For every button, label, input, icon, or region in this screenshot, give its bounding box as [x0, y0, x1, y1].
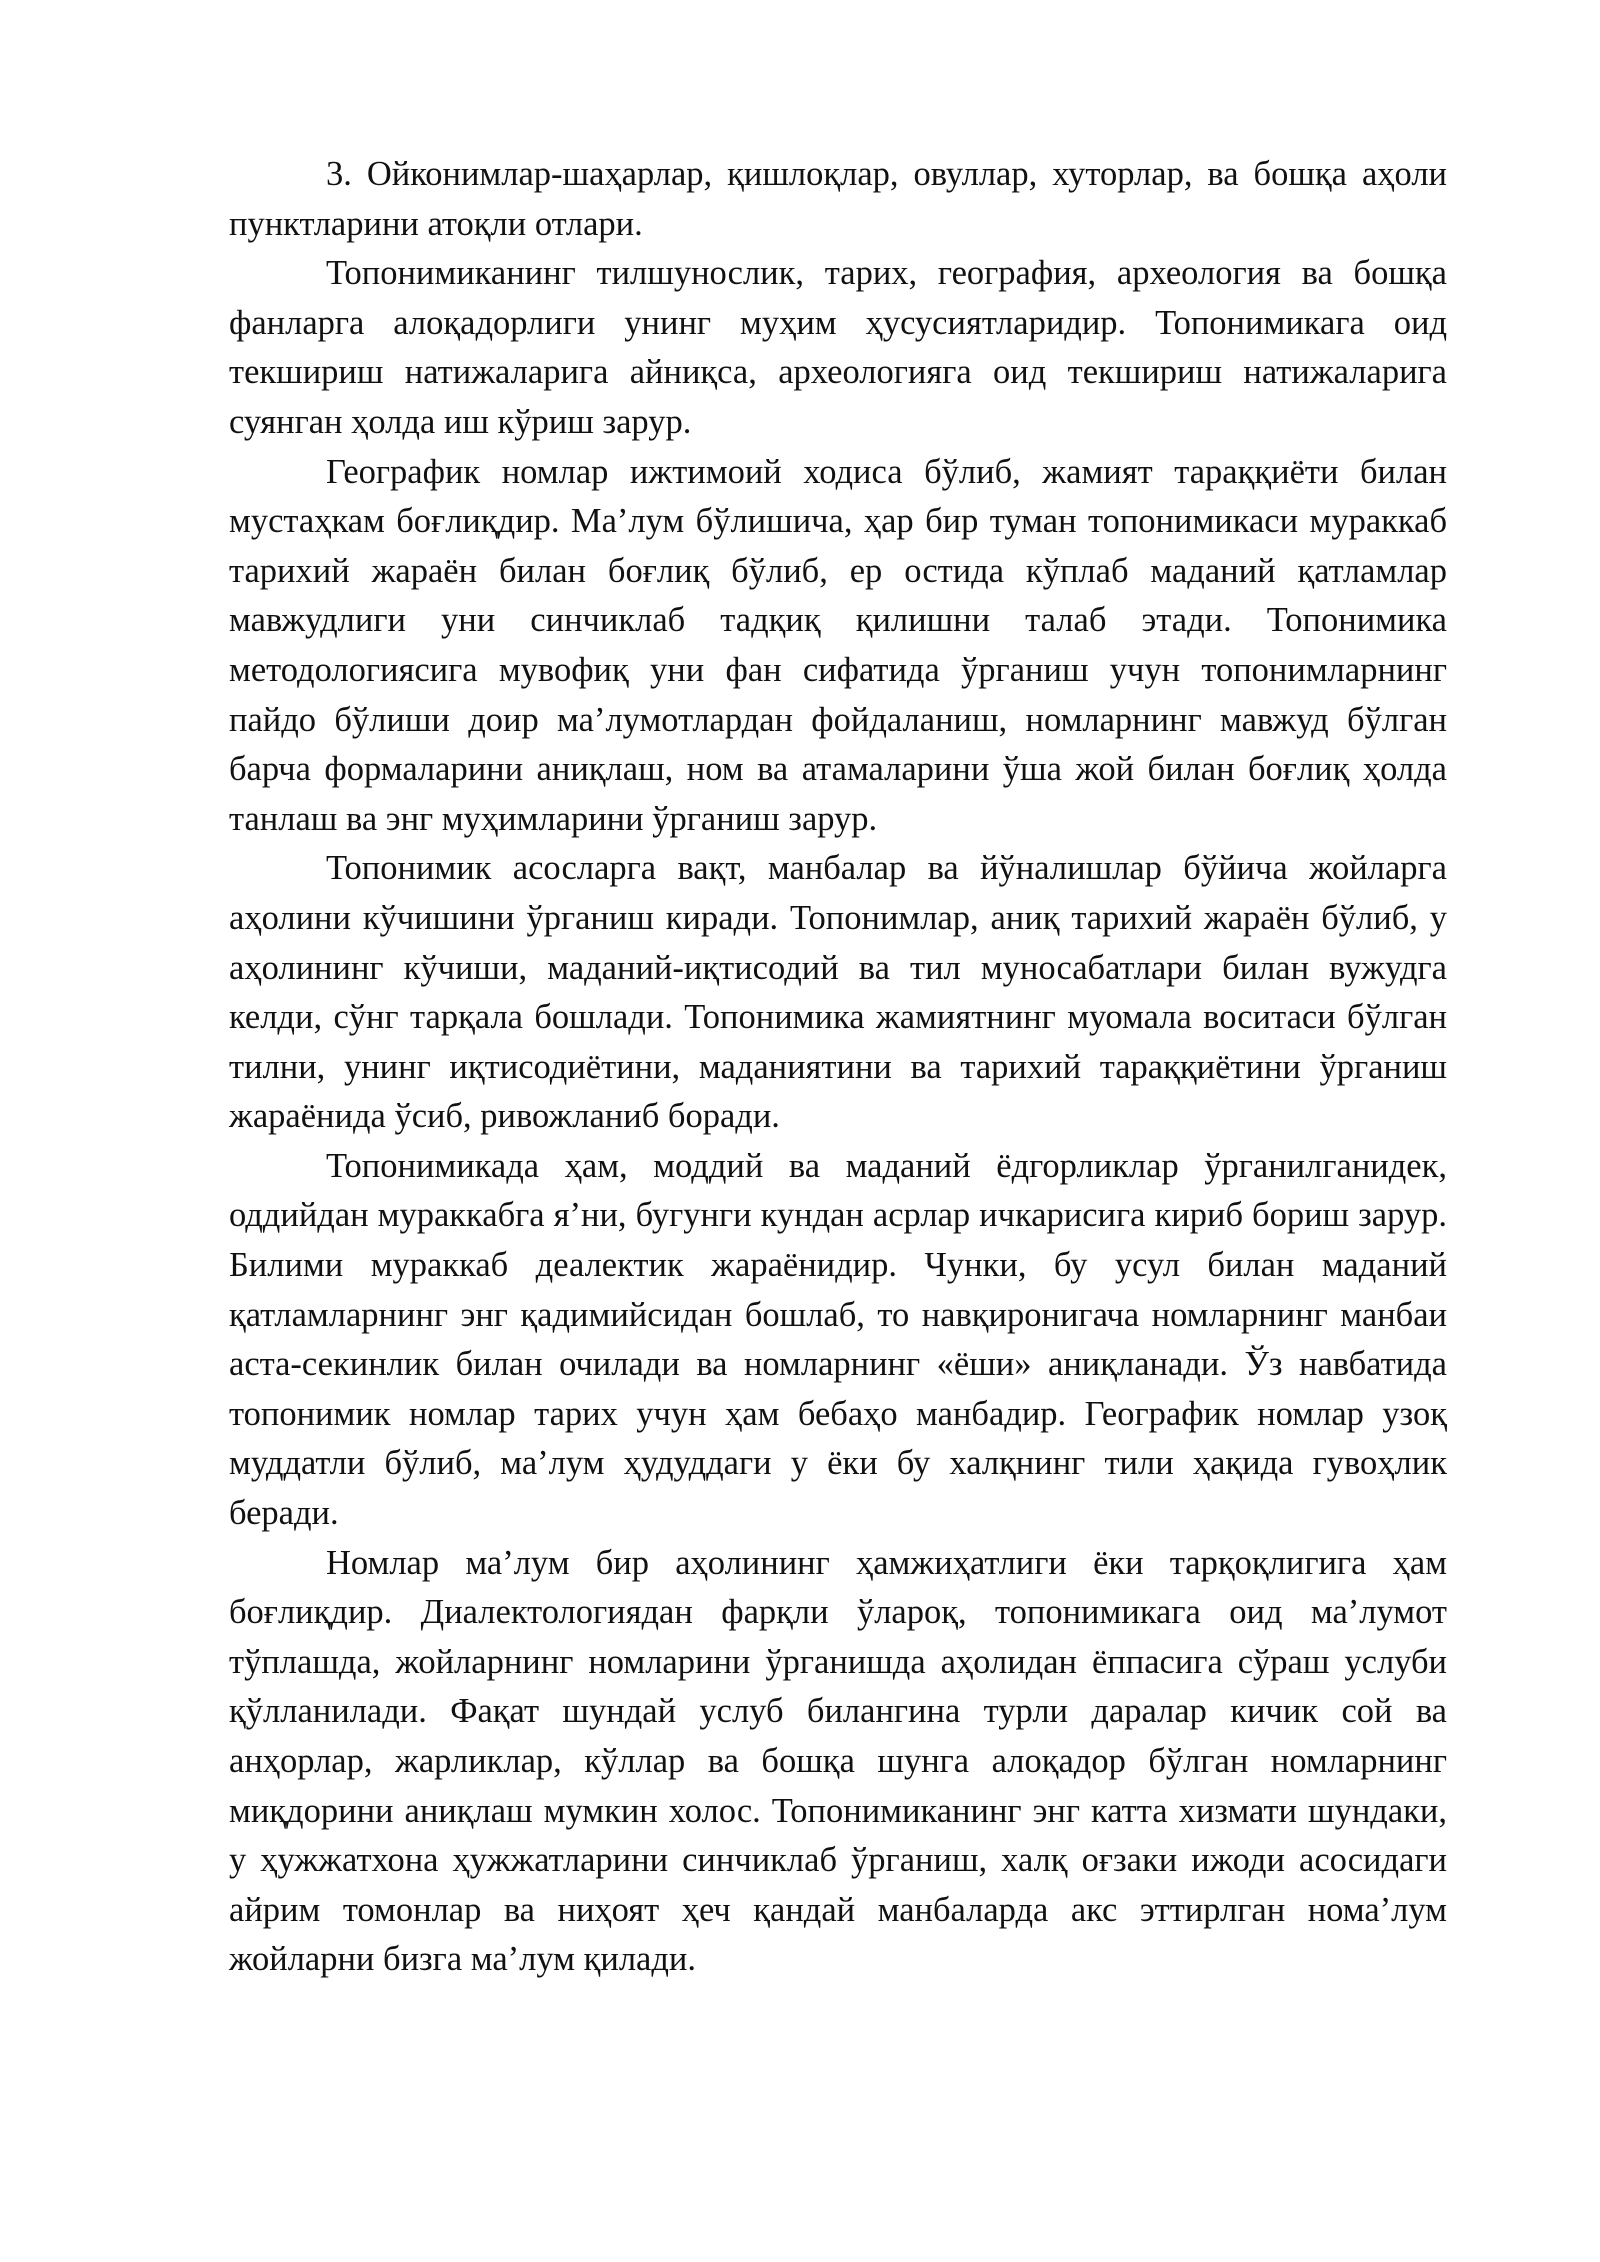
paragraph-1: 3. Ойконимлар-шаҳарлар, қишлоқлар, овуллар, хуторлар, ва бошқа аҳоли пунктларини атоқли отлари. [229, 155, 1447, 243]
paragraph-3: Географик номлар ижтимоий ходиса бўлиб, жамият тараққиёти билан мустаҳкам боғлиқдир. Ма’лум бўлишича, ҳар бир туман топонимикаси мураккаб тарихий жараён билан боғлиқ бўлиб, ер остида кўплаб маданий қатламлар мавжудлиги уни синчиклаб тадқиқ қилишни талаб этади. Топонимика методологиясига мувофиқ уни фан сифатида ўрганиш учун топонимларнинг пайдо бўлиши доир ма’лумотлардан фойдаланиш, номларнинг мавжуд бўлган барча формаларини аниқлаш, ном ва атамаларини ўша жой билан боғлиқ ҳолда танлаш ва энг муҳимларини ўрганиш зарур. [229, 452, 1447, 838]
paragraph-2: Топонимиканинг тилшунослик, тарих, география, археология ва бошқа фанларга алоқадорлиги унинг муҳим ҳусусиятларидир. Топонимикага оид текшириш натижаларига айниқса, археологияга оид текшириш натижаларига суянган ҳолда иш кўриш зарур. [229, 254, 1447, 441]
document-body [229, 150, 1447, 1985]
paragraph-4: Топонимик асосларга вақт, манбалар ва йўналишлар бўйича жойларга аҳолини кўчишини ўрганиш киради. Топонимлар, аниқ тарихий жараён бўлиб, у аҳолининг кўчиши, маданий-иқтисодий ва тил муносабатлари билан вужудга келди, сўнг тарқала бошлади. Топонимика жамиятнинг муомала воситаси бўлган тилни, унинг иқтисодиётини, маданиятини ва тарихий тараққиётини ўрганиш жараёнида ўсиб, ривожланиб боради. [229, 849, 1447, 1136]
paragraph-6: Номлар ма’лум бир аҳолининг ҳамжиҳатлиги ёки тарқоқлигига ҳам боғлиқдир. Диалектологиядан фарқли ўлароқ, топонимикага оид ма’лумот тўплашда, жойларнинг номларини ўрганишда аҳолидан ёппасига сўраш услуби қўлланилади. Фақат шундай услуб билангина турли даралар кичик сой ва анҳорлар, жарликлар, кўллар ва бошқа шунга алоқадор бўлган номларнинг миқдорини аниқлаш мумкин холос. Топонимиканинг энг катта хизмати шундаки, у ҳужжатхона ҳужжатларини синчиклаб ўрганиш, халқ оғзаки ижоди асосидаги айрим томонлар ва ниҳоят ҳеч қандай манбаларда акс эттирлган нома’лум жойларни бизга ма’лум қилади. [229, 1543, 1447, 1979]
paragraph-5: Топонимикада ҳам, моддий ва маданий ёдгорликлар ўрганилганидек, оддийдан мураккабга я’ни, бугунги кундан асрлар ичкарисига кириб бориш зарур. Билими мураккаб деалектик жараёнидир. Чунки, бу усул билан маданий қатламларнинг энг қадимийсидан бошлаб, то навқиронигача номларнинг манбаи аста-секинлик билан очилади ва номларнинг «ёши» аниқланади. Ўз навбатида топонимик номлар тарих учун ҳам бебаҳо манбадир. Географик номлар узоқ муддатли бўлиб, ма’лум ҳудуддаги у ёки бу халқнинг тили ҳақида гувоҳлик беради. [229, 1146, 1447, 1533]
